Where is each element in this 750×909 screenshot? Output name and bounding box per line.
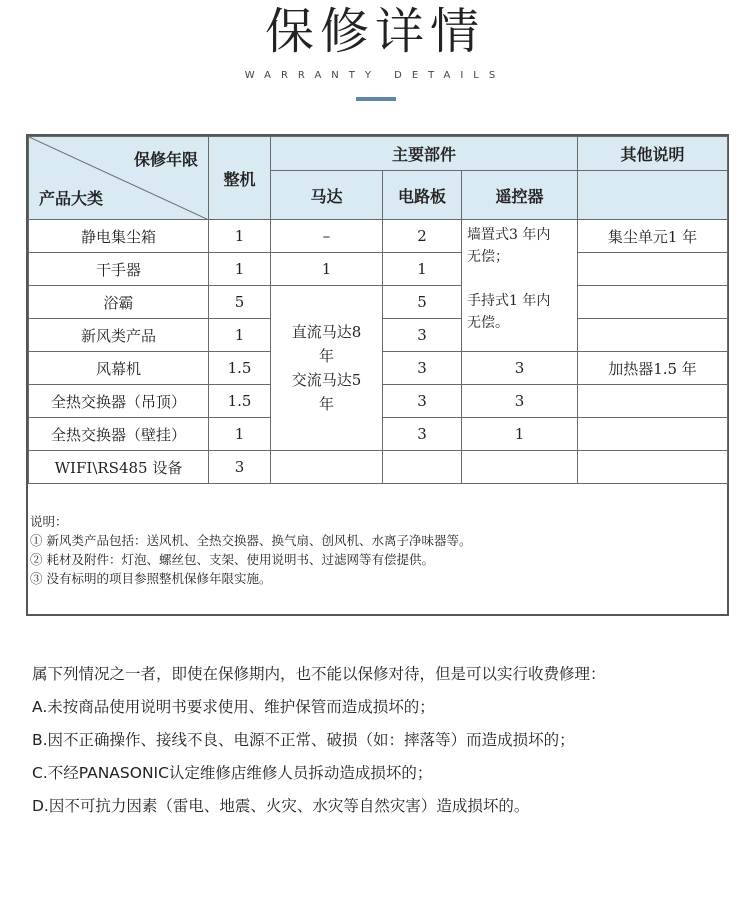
motor-ac-text-2: 年 (318, 395, 334, 413)
table-row (29, 220, 728, 253)
whole-cell: 1 (209, 220, 271, 253)
condition-item: B.因不正确操作、接线不良、电源不正常、破损（如：摔落等）而造成损坏的； (32, 731, 575, 749)
motor-dc-text: 直流马达8 (291, 323, 362, 341)
circuit-cell: 5 (383, 286, 462, 319)
remote-cell: 1 (462, 418, 578, 451)
paid-repair-conditions (32, 658, 742, 823)
motor-merged-cell (271, 286, 383, 451)
table-row (29, 253, 728, 286)
circuit-cell: 3 (383, 385, 462, 418)
other-cell: 集尘单元1 年 (578, 220, 728, 253)
other-cell (578, 319, 728, 352)
whole-cell: 1 (209, 319, 271, 352)
product-cell: 浴霸 (29, 286, 209, 319)
circuit-cell: 3 (383, 352, 462, 385)
product-cell: 干手器 (29, 253, 209, 286)
product-cell: 风幕机 (29, 352, 209, 385)
motor-ac-text: 交流马达5 (291, 371, 362, 389)
whole-cell: 1.5 (209, 385, 271, 418)
condition-item: A.未按商品使用说明书要求使用、维护保管而造成损坏的； (32, 698, 435, 716)
other-cell (578, 253, 728, 286)
header-motor: 马达 (271, 171, 383, 220)
remote-handheld-text: 手持式1 年内 (467, 293, 551, 309)
warranty-table (28, 136, 728, 484)
other-cell (578, 418, 728, 451)
whole-cell: 1.5 (209, 352, 271, 385)
condition-item: D.因不可抗力因素（雷电、地震、火灾、水灾等自然灾害）造成损坏的。 (32, 797, 530, 815)
whole-cell: 1 (209, 418, 271, 451)
table-row (29, 286, 728, 319)
notes-heading: 说明： (30, 514, 68, 529)
page-subtitle: WARRANTY DETAILS (244, 70, 506, 81)
table-corner-header (29, 137, 209, 220)
title-accent-bar (356, 97, 396, 101)
whole-cell: 3 (209, 451, 271, 484)
table-row (29, 451, 728, 484)
remote-wall-text: 墙置式3 年内 (467, 227, 551, 243)
remote-wall-text-2: 无偿； (467, 249, 509, 265)
product-cell: 静电集尘箱 (29, 220, 209, 253)
page-title: 保修详情 (264, 3, 485, 60)
motor-cell: – (271, 220, 383, 253)
other-cell (578, 385, 728, 418)
product-cell: 全热交换器（壁挂） (29, 418, 209, 451)
header-circuit-board: 电路板 (383, 171, 462, 220)
note-item: ③ 没有标明的项目参照整机保修年限实施。 (30, 571, 272, 586)
circuit-cell (383, 451, 462, 484)
remote-merged-cell (462, 220, 578, 352)
header-other-blank (578, 171, 728, 220)
header-other-notes: 其他说明 (578, 137, 728, 171)
remote-cell: 3 (462, 352, 578, 385)
product-cell: 新风类产品 (29, 319, 209, 352)
product-cell: 全热交换器（吊顶） (29, 385, 209, 418)
whole-cell: 5 (209, 286, 271, 319)
warranty-table-panel (26, 134, 729, 616)
header-main-parts: 主要部件 (271, 137, 578, 171)
note-item: ② 耗材及附件：灯泡、螺丝包、支架、使用说明书、过滤网等有偿提供。 (30, 552, 434, 567)
motor-cell: 1 (271, 253, 383, 286)
header-whole-unit: 整机 (209, 137, 271, 220)
remote-cell (462, 451, 578, 484)
remote-handheld-text-2: 无偿。 (467, 315, 509, 331)
whole-cell: 1 (209, 253, 271, 286)
other-cell: 加热器1.5 年 (578, 352, 728, 385)
note-item: ① 新风类产品包括：送风机、全热交换器、换气扇、创风机、水离子净味器等。 (30, 533, 472, 548)
circuit-cell: 1 (383, 253, 462, 286)
motor-dc-text-2: 年 (318, 347, 334, 365)
corner-label-category: 产品大类 (39, 189, 104, 208)
table-notes (30, 512, 720, 588)
circuit-cell: 3 (383, 319, 462, 352)
product-cell: WIFI\RS485 设备 (29, 451, 209, 484)
motor-cell (271, 451, 383, 484)
circuit-cell: 2 (383, 220, 462, 253)
other-cell (578, 286, 728, 319)
remote-cell: 3 (462, 385, 578, 418)
condition-item: C.不经PANASONIC认定维修店维修人员拆动造成损坏的； (32, 764, 433, 782)
corner-label-warranty: 保修年限 (133, 150, 198, 169)
circuit-cell: 3 (383, 418, 462, 451)
other-cell (578, 451, 728, 484)
header-remote: 遥控器 (462, 171, 578, 220)
conditions-intro: 属下列情况之一者，即使在保修期内，也不能以保修对待，但是可以实行收费修理： (32, 665, 606, 683)
